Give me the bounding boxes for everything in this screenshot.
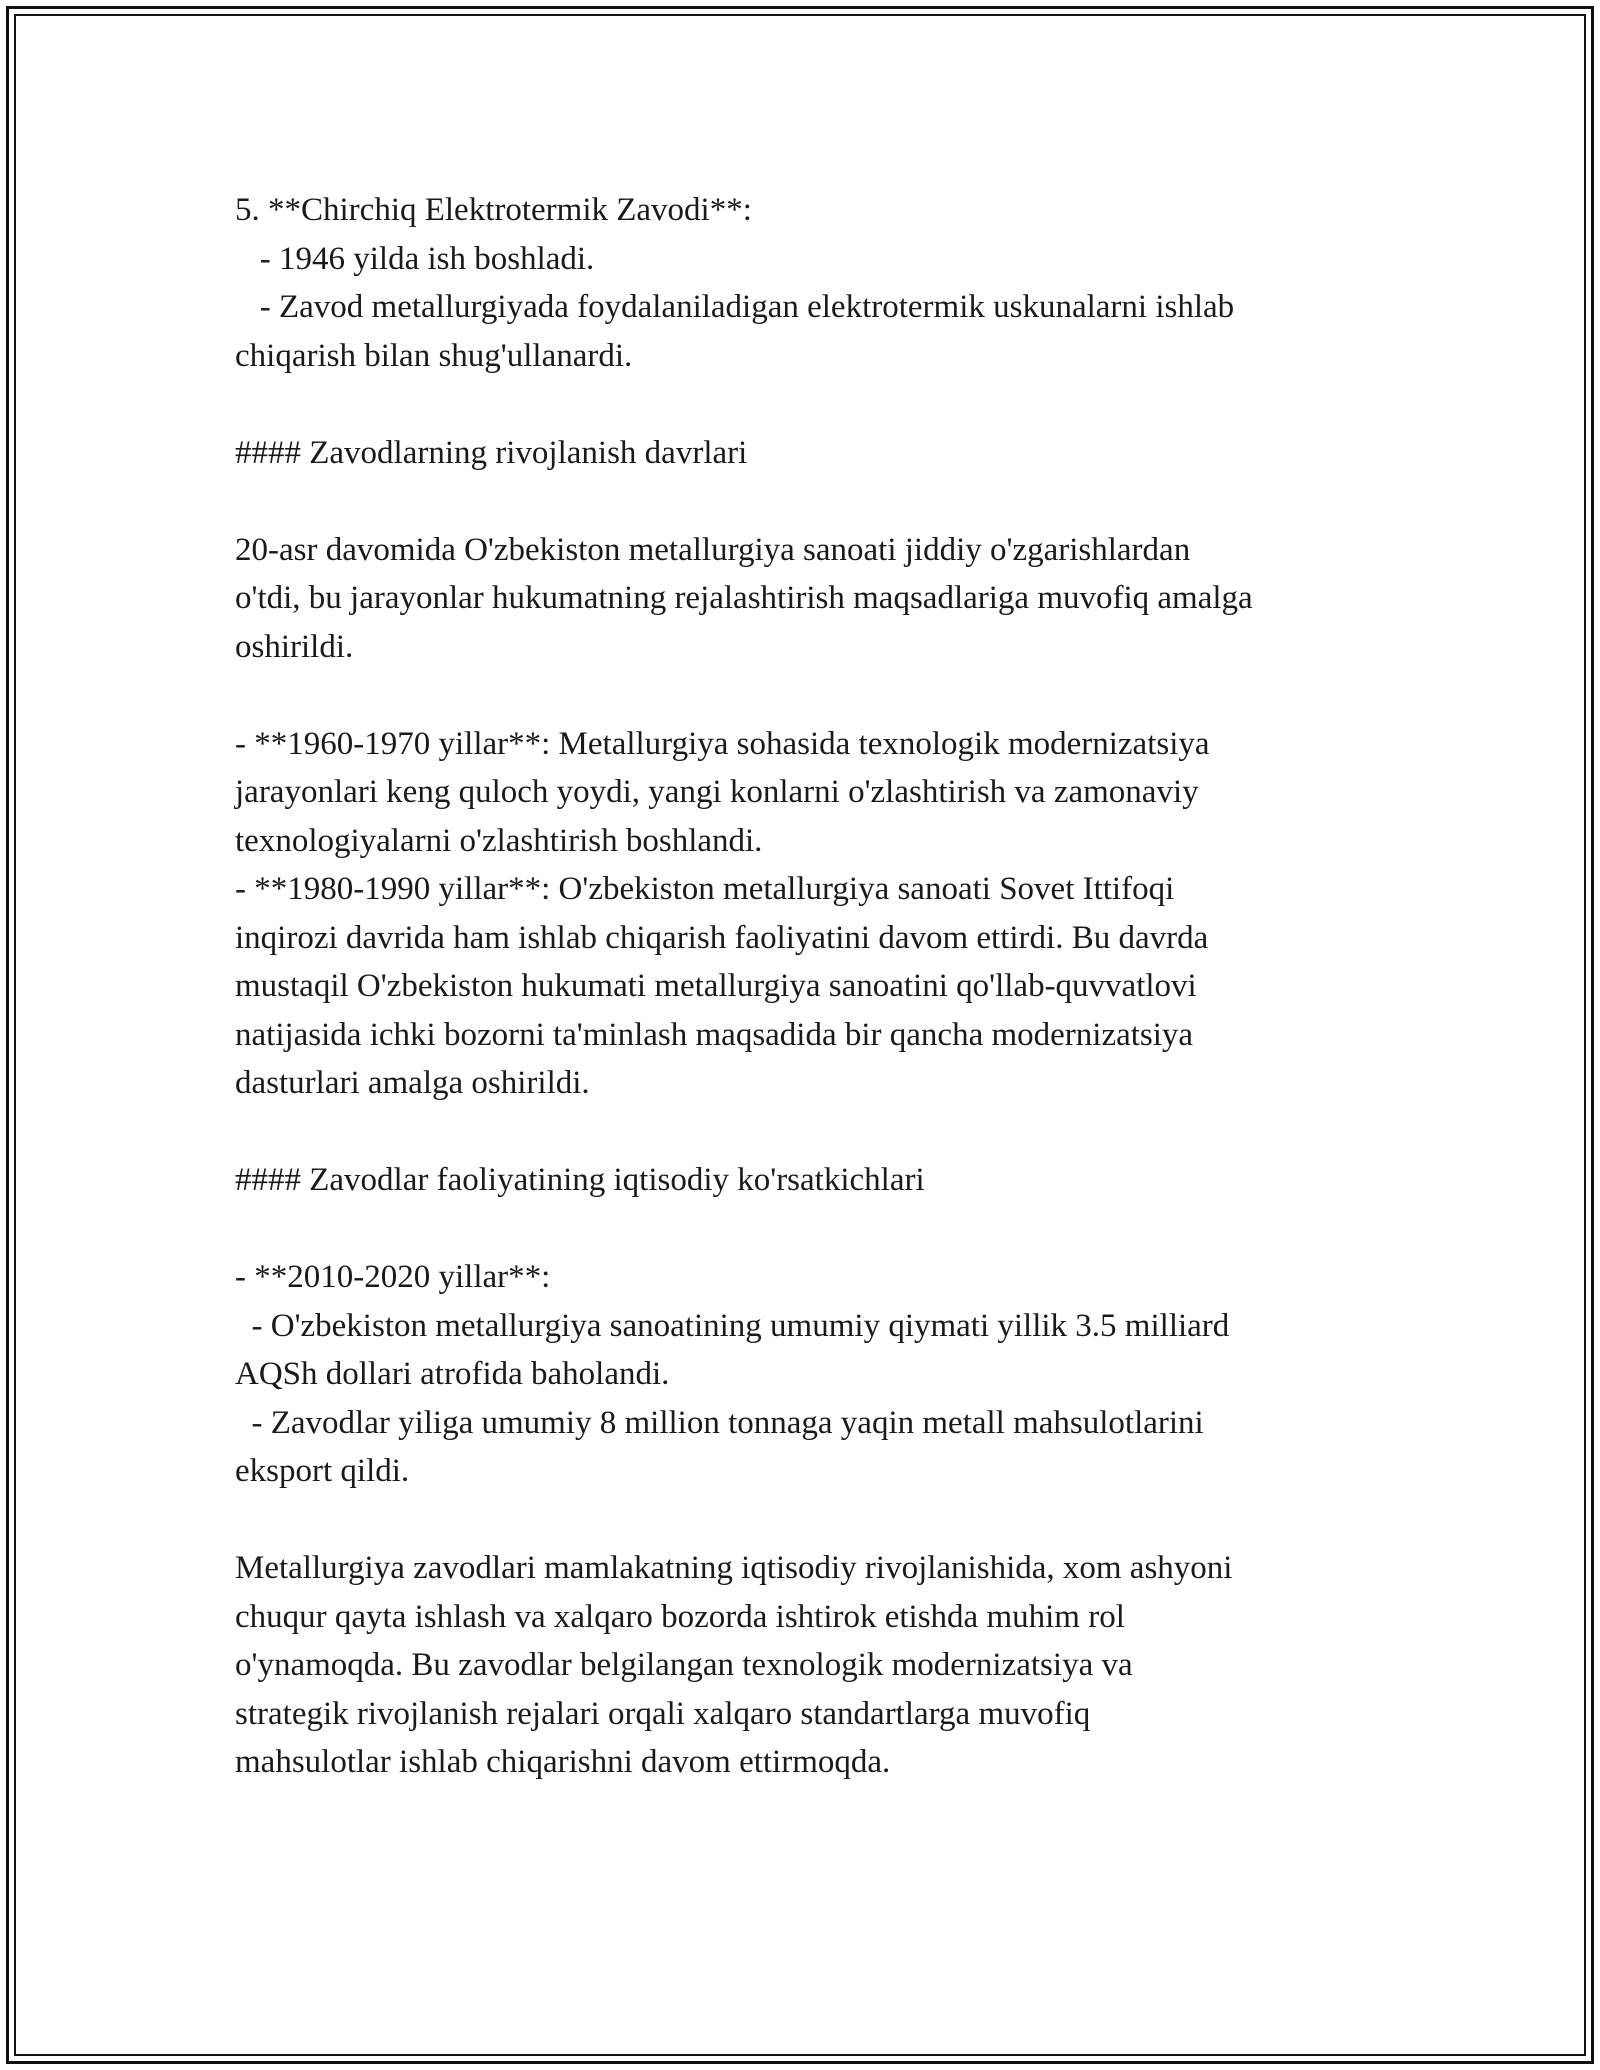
text-line: o'tdi, bu jarayonlar hukumatning rejalashtirish maqsadlariga muvofiq amalga [235,580,1253,616]
text-line: natijasida ichki bozorni ta'minlash maqsadida bir qancha modernizatsiya [235,1016,1194,1053]
text-block-b4 [235,720,1370,1108]
paragraph-gap [235,671,1370,720]
paragraph-gap [235,477,1370,526]
document-body [235,186,1370,1787]
text-line: mahsulotlar ishlab chiqarishni davom ettirmoqda. [235,1744,891,1780]
text-line: dasturlari amalga oshirildi. [235,1065,590,1101]
text-block-b3 [235,526,1370,672]
text-line: mustaqil O'zbekiston hukumati metallurgiya sanoatini qo'llab-quvvatlovi [235,968,1197,1004]
paragraph-gap [235,1108,1370,1157]
text-line: - **1980-1990 yillar**: O'zbekiston metallurgiya sanoati Sovet Ittifoqi [235,871,1175,907]
paragraph-gap [235,1205,1370,1254]
text-block-b6 [235,1253,1370,1496]
text-line: chiqarish bilan shug'ullanardi. [235,337,633,374]
text-line: #### Zavodlarning rivojlanish davrlari [235,434,748,471]
text-line: #### Zavodlar faoliyatining iqtisodiy ko'rsatkichlari [235,1162,925,1198]
paragraph-gap [235,380,1370,429]
text-line: texnologiyalarni o'zlashtirish boshlandi. [235,822,763,859]
text-line: - O'zbekiston metallurgiya sanoatining umumiy qiymati yillik 3.5 milliard [235,1307,1230,1344]
text-line: - Zavod metallurgiyada foydalaniladigan elektrotermik uskunalarni ishlab [235,289,1235,325]
text-line: Metallurgiya zavodlari mamlakatning iqtisodiy rivojlanishida, xom ashyoni [235,1550,1233,1586]
text-line: oshirildi. [235,628,354,665]
text-line: eksport qildi. [235,1453,410,1489]
text-block-b2 [235,429,1370,478]
text-line: 5. **Chirchiq Elektrotermik Zavodi**: [235,192,752,228]
text-block-b1 [235,186,1370,380]
text-line: - **1960-1970 yillar**: Metallurgiya sohasida texnologik modernizatsiya [235,725,1210,762]
text-line: 20-asr davomida O'zbekiston metallurgiya sanoati jiddiy o'zgarishlardan [235,531,1191,568]
text-line: jarayonlari keng quloch yoydi, yangi konlarni o'zlashtirish va zamonaviy [235,774,1199,810]
text-line: strategik rivojlanish rejalari orqali xalqaro standartlarga muvofiq [235,1695,1091,1732]
text-line: inqirozi davrida ham ishlab chiqarish faoliyatini davom ettirdi. Bu davrda [235,919,1209,956]
text-line: - 1946 yilda ish boshladi. [235,240,595,277]
text-line: - **2010-2020 yillar**: [235,1259,551,1295]
text-line: chuqur qayta ishlash va xalqaro bozorda ishtirok etishda muhim rol [235,1598,1125,1635]
text-block-b5 [235,1156,1370,1205]
paragraph-gap [235,1496,1370,1545]
text-line: - Zavodlar yiliga umumiy 8 million tonnaga yaqin metall mahsulotlarini [235,1404,1204,1441]
text-line: AQSh dollari atrofida baholandi. [235,1356,670,1392]
text-line: o'ynamoqda. Bu zavodlar belgilangan texnologik modernizatsiya va [235,1647,1133,1683]
text-block-b7 [235,1544,1370,1787]
